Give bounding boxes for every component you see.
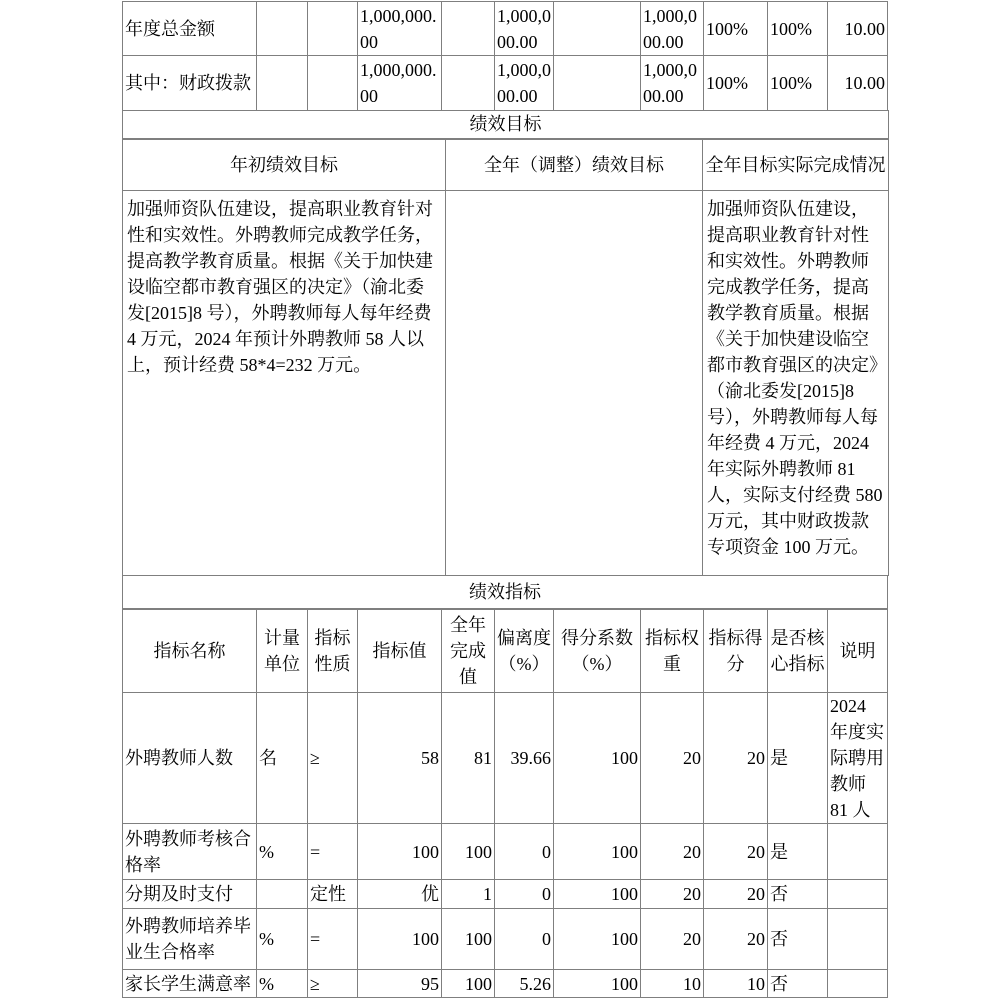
target-value-cell: 100 xyxy=(358,909,442,970)
performance-indicators-table xyxy=(122,575,888,998)
budget-amount-cell: 1,000,000.00 xyxy=(641,56,704,111)
deviation-cell: 0 xyxy=(495,824,554,880)
target-value-cell: 95 xyxy=(358,970,442,998)
deviation-cell: 0 xyxy=(495,909,554,970)
header-adjusted-target: 全年（调整）绩效目标 xyxy=(446,139,703,191)
budget-score-cell: 10.00 xyxy=(828,2,888,56)
table-row xyxy=(123,970,888,998)
annual-value-cell: 100 xyxy=(442,824,495,880)
indicator-name-cell: 外聘教师考核合格率 xyxy=(123,824,257,880)
core-indicator-cell: 是 xyxy=(768,824,828,880)
table-row xyxy=(123,111,889,139)
table-row xyxy=(123,909,888,970)
table-row xyxy=(123,576,888,609)
budget-amount-cell: 1,000,000.00 xyxy=(495,2,554,56)
budget-amount-cell: 1,000,000.00 xyxy=(358,56,442,111)
table-row xyxy=(123,693,888,824)
budget-percent-cell: 100% xyxy=(768,2,828,56)
annual-value-cell: 81 xyxy=(442,693,495,824)
table-row xyxy=(123,2,888,56)
header-note: 说明 xyxy=(828,609,888,693)
deviation-cell: 39.66 xyxy=(495,693,554,824)
nature-cell: ≥ xyxy=(308,693,358,824)
weight-cell: 20 xyxy=(641,880,704,909)
header-deviation: 偏离度（%） xyxy=(495,609,554,693)
actual-completion-text: 加强师资队伍建设，提高职业教育针对性和实效性。外聘教师完成教学任务，提高教学教育质量。根据《关于加快建设临空都市教育强区的决定》（渝北委发[2015]8 号），外聘教师每人每年经费 4 万元，2024 年实际外聘教师 81 人，实际支付经费 580 万元，其中财政拨款专项资金 100 万元。 xyxy=(703,191,889,576)
budget-percent-cell: 100% xyxy=(704,2,768,56)
indicator-name-cell: 外聘教师人数 xyxy=(123,693,257,824)
budget-percent-cell: 100% xyxy=(704,56,768,111)
budget-cell xyxy=(308,56,358,111)
budget-cell xyxy=(257,2,308,56)
header-score-coefficient: 得分系数（%） xyxy=(554,609,641,693)
score-coefficient-cell: 100 xyxy=(554,824,641,880)
budget-cell xyxy=(257,56,308,111)
table-row xyxy=(123,139,889,191)
weight-cell: 20 xyxy=(641,824,704,880)
table-row xyxy=(123,824,888,880)
budget-cell xyxy=(554,2,641,56)
note-cell xyxy=(828,880,888,909)
budget-amount-cell: 1,000,000.00 xyxy=(641,2,704,56)
nature-cell: 定性 xyxy=(308,880,358,909)
header-unit: 计量单位 xyxy=(257,609,308,693)
deviation-cell: 0 xyxy=(495,880,554,909)
score-cell: 20 xyxy=(704,909,768,970)
target-value-cell: 58 xyxy=(358,693,442,824)
note-cell xyxy=(828,824,888,880)
score-cell: 10 xyxy=(704,970,768,998)
unit-cell: 名 xyxy=(257,693,308,824)
weight-cell: 20 xyxy=(641,693,704,824)
core-indicator-cell: 是 xyxy=(768,693,828,824)
budget-cell xyxy=(308,2,358,56)
core-indicator-cell: 否 xyxy=(768,880,828,909)
weight-cell: 20 xyxy=(641,909,704,970)
core-indicator-cell: 否 xyxy=(768,909,828,970)
indicator-name-cell: 家长学生满意率 xyxy=(123,970,257,998)
header-initial-target: 年初绩效目标 xyxy=(123,139,446,191)
core-indicator-cell: 否 xyxy=(768,970,828,998)
nature-cell: = xyxy=(308,909,358,970)
header-actual-completion: 全年目标实际完成情况 xyxy=(703,139,889,191)
unit-cell: % xyxy=(257,970,308,998)
budget-summary-table xyxy=(122,1,888,111)
budget-cell xyxy=(554,56,641,111)
table-row xyxy=(123,56,888,111)
annual-value-cell: 100 xyxy=(442,909,495,970)
budget-percent-cell: 100% xyxy=(768,56,828,111)
budget-amount-cell: 1,000,000.00 xyxy=(495,56,554,111)
header-indicator-name: 指标名称 xyxy=(123,609,257,693)
initial-target-text: 加强师资队伍建设，提高职业教育针对性和实效性。外聘教师完成教学任务，提高教学教育质量。根据《关于加快建设临空都市教育强区的决定》（渝北委发[2015]8 号），外聘教师每人每年经费 4 万元，2024 年预计外聘教师 58 人以上，预计经费 58*4=232 万元。 xyxy=(123,191,446,576)
score-cell: 20 xyxy=(704,824,768,880)
score-cell: 20 xyxy=(704,693,768,824)
weight-cell: 10 xyxy=(641,970,704,998)
score-coefficient-cell: 100 xyxy=(554,880,641,909)
indicator-name-cell: 外聘教师培养毕业生合格率 xyxy=(123,909,257,970)
performance-report xyxy=(122,1,888,998)
nature-cell: = xyxy=(308,824,358,880)
deviation-cell: 5.26 xyxy=(495,970,554,998)
section-title-indicators: 绩效指标 xyxy=(123,576,888,609)
score-coefficient-cell: 100 xyxy=(554,909,641,970)
annual-value-cell: 1 xyxy=(442,880,495,909)
table-row xyxy=(123,609,888,693)
budget-score-cell: 10.00 xyxy=(828,56,888,111)
nature-cell: ≥ xyxy=(308,970,358,998)
header-weight: 指标权重 xyxy=(641,609,704,693)
unit-cell: % xyxy=(257,824,308,880)
note-cell: 2024 年度实际聘用教师 81 人 xyxy=(828,693,888,824)
adjusted-target-text xyxy=(446,191,703,576)
indicator-name-cell: 分期及时支付 xyxy=(123,880,257,909)
unit-cell: % xyxy=(257,909,308,970)
score-coefficient-cell: 100 xyxy=(554,693,641,824)
section-title-targets: 绩效目标 xyxy=(123,111,889,139)
score-cell: 20 xyxy=(704,880,768,909)
budget-label-cell: 其中：财政拨款 xyxy=(123,56,257,111)
header-target-value: 指标值 xyxy=(358,609,442,693)
header-nature: 指标性质 xyxy=(308,609,358,693)
score-coefficient-cell: 100 xyxy=(554,970,641,998)
unit-cell xyxy=(257,880,308,909)
target-value-cell: 100 xyxy=(358,824,442,880)
table-row xyxy=(123,191,889,576)
table-row xyxy=(123,880,888,909)
performance-targets-table xyxy=(122,110,889,576)
note-cell xyxy=(828,909,888,970)
budget-cell xyxy=(442,2,495,56)
header-annual-value: 全年完成值 xyxy=(442,609,495,693)
target-value-cell: 优 xyxy=(358,880,442,909)
header-core-indicator: 是否核心指标 xyxy=(768,609,828,693)
budget-amount-cell: 1,000,000.00 xyxy=(358,2,442,56)
note-cell xyxy=(828,970,888,998)
annual-value-cell: 100 xyxy=(442,970,495,998)
budget-label-cell: 年度总金额 xyxy=(123,2,257,56)
header-score: 指标得分 xyxy=(704,609,768,693)
budget-cell xyxy=(442,56,495,111)
